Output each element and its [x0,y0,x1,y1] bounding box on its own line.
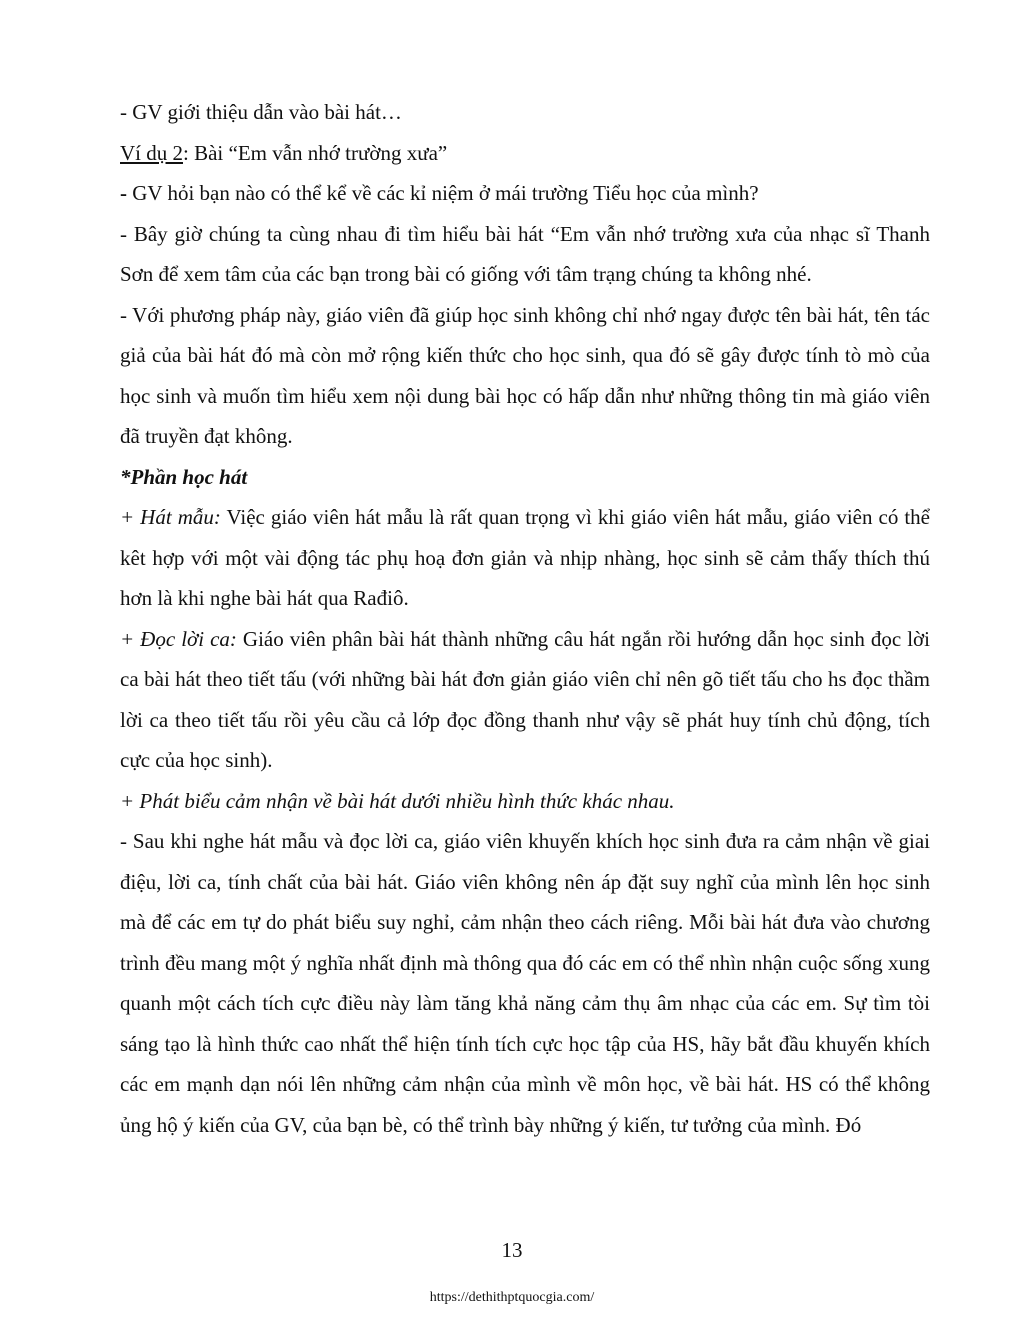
paragraph-method: - Với phương pháp này, giáo viên đã giúp học sinh không chỉ nhớ ngay được tên bài hát, tên tác giả của bài hát đó mà còn mở rộng kiến thức cho học sinh, qua đó sẽ gây được tính tò mò của học sinh và muốn tìm hiểu xem nội dung bài học có hấp dẫn như những thông tin mà giáo viên đã truyền đạt không. [120,302,930,448]
paragraph-intro: - GV giới thiệu dẫn vào bài hát… [120,100,402,124]
example-text: : Bài “Em vẫn nhớ trường xưa” [183,140,448,165]
document-body [120,92,930,1145]
paragraph-feelings: - Sau khi nghe hát mẫu và đọc lời ca, giáo viên khuyến khích học sinh đưa ra cảm nhận về giai điệu, lời ca, tính chất của bài hát. Giáo viên không nên áp đặt suy nghĩ của mình lên học sinh mà để các em tự do phát biểu suy nghỉ, cảm nhận theo cách riêng. Mỗi bài hát đưa vào chương trình đều mang một ý nghĩa nhất định mà thông qua đó các em có thể nhìn nhận cuộc sống xung quanh một cách tích cực điều này làm tăng khả năng cảm thụ âm nhạc của các em. Sự tìm tòi sáng tạo là hình thức cao nhất thể hiện tính tích cực học tập của HS, hãy bắt đầu khuyến khích các em mạnh dạn nói lên những cảm nhận của mình về môn học, về bài hát. HS có thể không ủng hộ ý kiến của GV, của bạn bè, có thể trình bày những ý kiến, tư tưởng của mình. Đó [120,829,930,1137]
section-heading: *Phần học hát [120,464,248,489]
bold-dash: - [120,181,127,205]
reading-lyrics-text: Giáo viên phân bài hát thành những câu hát ngắn rồi hướng dẫn học sinh đọc lời ca bài hát theo tiết tấu (với những bài hát đơn giản giáo viên chỉ nên gõ tiết tấu cho hs đọc thầm lời ca theo tiết tấu rồi yêu cầu cả lớp đọc đồng thanh như vậy sẽ phát huy tính chủ động, tích cực của học sinh). [120,626,930,772]
paragraph-question [120,173,930,214]
paragraph-reading-lyrics [120,619,930,781]
question-text: GV hỏi bạn nào có thể kể về các kỉ niệm ở mái trường Tiểu học của mình? [127,181,759,205]
paragraph-example-2 [120,133,930,174]
paragraph-feelings-heading: + Phát biểu cảm nhận về bài hát dưới nhiều hình thức khác nhau. [120,788,675,813]
sample-singing-text: Việc giáo viên hát mẫu là rất quan trọng vì khi giáo viên hát mẫu, giáo viên có thể kêt hợp với một vài động tác phụ hoạ đơn giản và nhịp nhàng, học sinh sẽ cảm thấy thích thú hơn là khi nghe bài hát qua Rađiô. [120,505,930,610]
footer-url[interactable]: https://dethithptquocgia.com/ [429,1290,595,1305]
paragraph-song-intro: - Bây giờ chúng ta cùng nhau đi tìm hiểu bài hát “Em vẫn nhớ trường xưa của nhạc sĩ Thanh Sơn để xem tâm của các bạn trong bài có giống với tâm trạng chúng ta không nhé. [120,221,930,286]
reading-lyrics-label: + Đọc lời ca: [120,626,237,651]
page-number: 13 [501,1238,523,1262]
paragraph-sample-singing [120,497,930,619]
example-label: Ví dụ 2 [120,140,183,165]
sample-singing-label: + Hát mẫu: [120,505,221,529]
